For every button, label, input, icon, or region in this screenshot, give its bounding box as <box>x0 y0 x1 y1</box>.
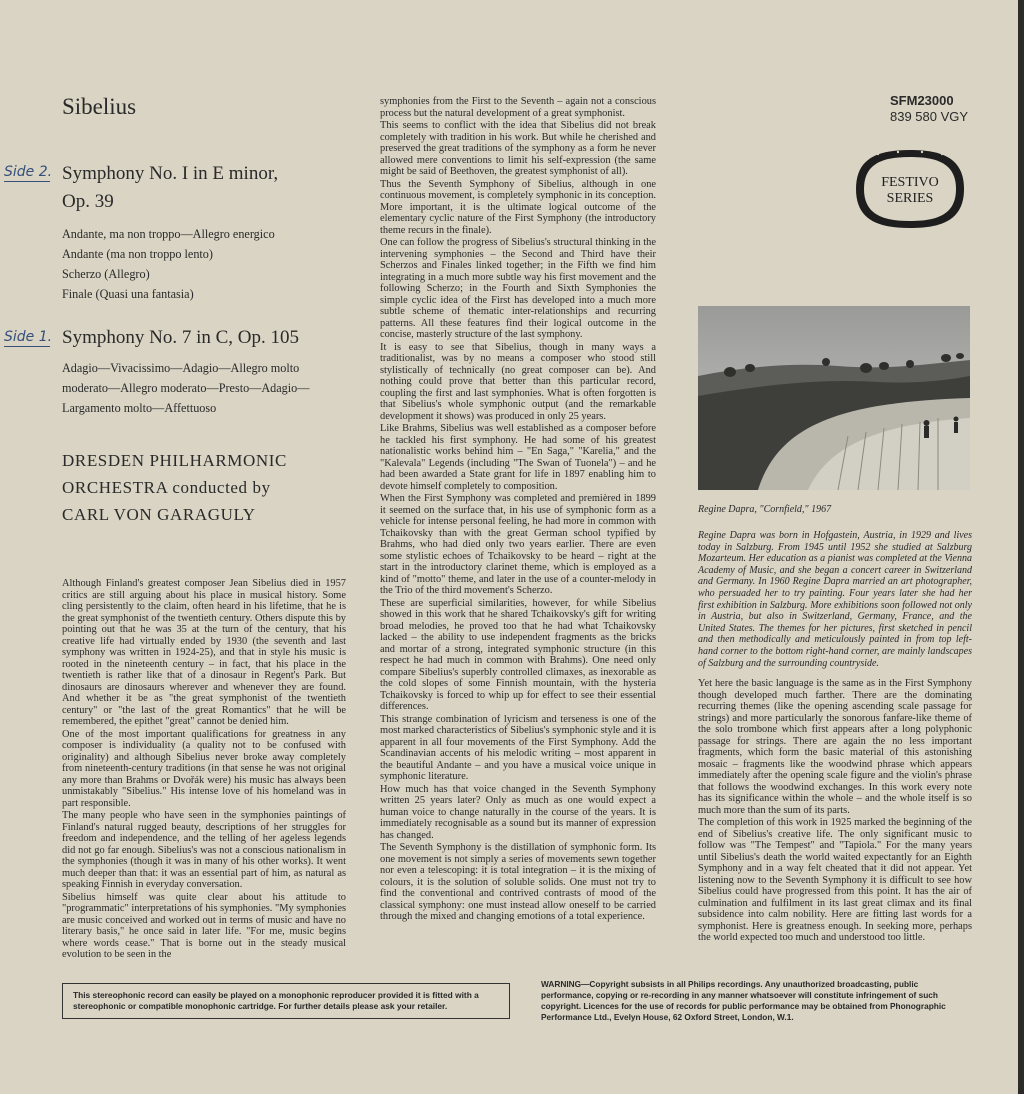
movement-item: Andante, ma non troppo—Allegro energico <box>62 227 275 241</box>
notes-paragraph: These are superficial similarities, however, for while Sibelius showed in this work that he shared Tchaikovsky's gift for writing broad melodies, he proved too that he had what Tchaikovsky lacked – the ability to use independent fragments as the bricks and mortar of a strong, integrated symphonic structure (in this respect he had much in common with Brahms). One need only compare Sibelius's superbly controlled climaxes, as inexorable as the cold slopes of some Finnish mountain, with the hysteria Tchaikovsky is forced to whip up for effect to see their essential differences. <box>380 597 656 712</box>
symphony-7-movements <box>62 358 362 418</box>
movement-item: Largamento molto—Affettuoso <box>62 401 217 415</box>
logo-text-line2: SERIES <box>886 191 934 206</box>
catalogue-numbers <box>890 93 968 125</box>
movement-item: Finale (Quasi una fantasia) <box>62 287 194 301</box>
painting-caption: Regine Dapra, "Cornfield," 1967 <box>698 504 832 515</box>
notes-paragraph: Thus the Seventh Symphony of Sibelius, although in one continuous movement, is completely symphonic in its conception. More important, it is the ultimate logical outcome of the elementary cyclic nature of the First Symphony (the introductory theme recurs in the finale). <box>380 178 656 236</box>
festivo-series-logo <box>848 146 972 232</box>
notes-paragraph: When the First Symphony was completed and premièred in 1899 it seemed on the surface that, in his use of symphonic form as a vehicle for intense personal feeling, he had more in common with Tchaikovsky than with the great German school typified by Brahms, who had died only two years earlier. There are even some stylistic echoes of Tchaikovsky to be heard – right at the start in the introductory clarinet theme, which is employed as a kind of "motto" theme, and later in the use of a counter-melody in the Trio of the third movement's Scherzo. <box>380 493 656 596</box>
notes-paragraph: Yet here the basic language is the same as in the First Symphony though developed much farther. There are the dominating recurring themes (like the opening ascending scale passage for strings) and more particularly the sonorous fanfare-like theme of the solo trombone which first appears after a long polyphonic passage for strings. There are again the no less important fragments, which form the basic material of this astonishing mosaic – fragments like the woodwind phrase which appears immediately after the opening scale figure and the violin's phrase that follows the woodwind exchanges. In this work every note has its significance within the whole – and the whole itself is so much more than the sum of its parts. <box>698 678 972 816</box>
notes-paragraph: The Seventh Symphony is the distillation of symphonic form. Its one movement is not simply a series of movements sewn together nor even a telescoping: it is total integration – it is the mixing of colours, it is the solution of soluble solids. One must not try to find the conventional and contrived contrasts of mood of the classical symphony: one must instead allow oneself to be carried through the mixed and changing emotions of a total experience. <box>380 842 656 922</box>
catalogue-number: SFM23000 <box>890 93 954 108</box>
symphony-1-title <box>62 160 362 216</box>
movement-item: Scherzo (Allegro) <box>62 267 150 281</box>
cornfield-painting <box>698 306 970 490</box>
movement-item: moderato—Allegro moderato—Presto—Adagio— <box>62 381 310 395</box>
orchestra-line-2: ORCHESTRA conducted by <box>62 478 271 497</box>
liner-notes-column-2 <box>380 96 656 924</box>
notes-paragraph: How much has that voice changed in the Seventh Symphony written 25 years later? Only as much as one would expect a human voice to change naturally in the course of the years. It is immediately recognisable as a sound but its manner of expression has changed. <box>380 783 656 841</box>
monophonic-notice-box: This stereophonic record can easily be played on a monophonic reproducer provided it is fitted with a stereophonic or compatible monophonic cartridge. For further details please ask your retailer. <box>62 983 510 1019</box>
catalogue-number-alt: 839 580 VGY <box>890 109 969 124</box>
notes-paragraph: One can follow the progress of Sibelius's structural thinking in the intervening symphonies – the Second and Third have their Scherzos and Finales linked together; in the Fifth we find him integrating in a much more subtle way his first movement and the following Scherzo; in the Fourth and Sixth Symphonies the simple cyclic idea of the First has developed into a much more subtle scheme of thematic inter-relationships and recurring patterns. All these features find their logical outcome in the concise, masterly structure of the last symphony. <box>380 237 656 340</box>
notes-paragraph: The many people who have seen in the symphonies paintings of Finland's natural rugged beauty, descriptions of her struggles for freedom and independence, and the telling of her ageless legends did not go far enough. Sibelius's was not a conscious nationalism in the symphonies (though it was in many of his other works). It went much deeper than that: it was an essential part of him, as natural as speaking Finnish in everyday conversation. <box>62 810 346 890</box>
orchestra-line-1: DRESDEN PHILHARMONIC <box>62 451 287 470</box>
liner-notes-column-1 <box>62 578 346 962</box>
notes-paragraph: This strange combination of lyricism and terseness is one of the most marked characteristics of Sibelius's symphonic style and it is apparent in all four movements of the First Symphony. Add the Scandinavian accents of his melodic writing – most apparent in the beautiful Andante – and you have a musical voice unique in symphonic literature. <box>380 713 656 782</box>
artist-biography: Regine Dapra was born in Hofgastein, Austria, in 1929 and lives today in Salzburg. From 1945 until 1952 she studied at Salzburg Mozarteum. Her education as a pianist was completed at the Vienna Academy of Music, and she began a concert career in Switzerland and Germany. In 1960 Regine Dapra married an art photographer, who persuaded her to try painting. Four years later she had her first exhibition in Salzburg. More exhibitions soon followed not only in Austria, but also in Switzerland, Germany, France, and the United States. The themes for her pictures, first sketched in pencil and then methodically and meticulously painted in from top left-hand corner to the bottom right-hand corner, are mainly landscapes of Salzburg and the surrounding countryside. <box>698 530 972 669</box>
movement-item: Adagio—Vivacissimo—Adagio—Allegro molto <box>62 361 300 375</box>
notes-paragraph: Although Finland's greatest composer Jean Sibelius died in 1957 critics are still arguing about his place in musical history. Some cling persistently to the claim, often heard in his lifetime, that he is the great symphonist of the twentieth century. Others dispute this by pointing out that he was 35 at the turn of the century, that his creative life had virtually ended by 1930 (the seventh and last symphony was written in 1924-25), and that in style his music is rooted in the nineteenth century – in fact, that his place in the twentieth is rather like that of a dinosaur in Regent's Park. But dinosaurs are dinosaurs wherever and whenever they are found. And whether it be as "the great symphonist of the twentieth century" or "the last of the great Romantics" that he will be remembered, the epithet "great" cannot be denied him. <box>62 578 346 727</box>
copyright-warning: WARNING—Copyright subsists in all Philips recordings. Any unauthorized broadcasting, public performance, copying or re-recording in any manner whatsoever will constitute infringement of such copyright. Licences for the use of records for public performance may be obtained from Phonographic Performance Ltd., Evelyn House, 62 Oxford Street, London, W.1. <box>541 979 946 1022</box>
symphony-1-movements <box>62 224 362 304</box>
liner-notes-column-3 <box>698 678 972 945</box>
symphony-1-title-line2: Op. 39 <box>62 191 114 212</box>
conductor-name: CARL VON GARAGULY <box>62 505 256 524</box>
notes-paragraph: This seems to conflict with the idea that Sibelius did not break completely with tradition in his work. But while he cherished and preserved the great traditions of the symphony as a form he never allowed mere conventions to limit his self-expression (the same might be said of Beethoven, the greatest symphonist of all). <box>380 120 656 177</box>
movement-item: Andante (ma non troppo lento) <box>62 247 213 261</box>
symphony-1-title-line1: Symphony No. I in E minor, <box>62 163 279 184</box>
performers-credit <box>62 447 362 528</box>
sleeve-edge-shadow <box>1018 0 1024 1094</box>
notes-paragraph: One of the most important qualifications for greatness in any composer is individuality (a quality not to be confused with originality) and although Sibelius never broke away completely from nineteenth-century traditions (in that sense he was not original any more than Brahms or Dvořák were) his music has always been unmistakably "Sibelius." His intense love of his homeland was in part responsible. <box>62 728 346 809</box>
side-2-handwritten-label: Side 2. <box>4 164 53 180</box>
side-1-handwritten-label: Side 1. <box>4 329 53 345</box>
notes-paragraph: Sibelius himself was quite clear about his attitude to "programmatic" interpretations of his symphonies. "My symphonies are music conceived and worked out in terms of music and have no literary basis," he once said in later life. "For me, music begins where words cease." That is borne out in the steady musical evolution to be seen in the <box>62 891 346 960</box>
notes-paragraph: The completion of this work in 1925 marked the beginning of the end of Sibelius's creative life. The only significant music to follow was "The Tempest" and "Tapiola." For the many years until Sibelius's death the world waited expectantly for an Eighth Symphony and in a way felt cheated that it did not appear. Yet listening now to the Seventh Symphony it is difficult to see how Sibelius could have progressed from this point. It has the air of culmination and fulfilment in its last great climax and its final subsidence into calm nobility. Here are fitting last words for a symphonist. Here is greatness enough. In seeking more, perhaps the world expected too much and understood too little. <box>698 817 972 943</box>
logo-text-line1: FESTIVO <box>881 175 939 190</box>
notes-paragraph: Like Brahms, Sibelius was well established as a composer before he tackled his first symphony. He had some of his greatest nationalistic works behind him – "En Saga," "Karelia," and the "Kalevala" Legends (including "The Swan of Tuonela") – and he had been awarded a State grant for life in 1897 enabling him to devote himself completely to composition. <box>380 423 656 492</box>
symphony-7-title: Symphony No. 7 in C, Op. 105 <box>62 327 299 348</box>
notes-paragraph: symphonies from the First to the Seventh – again not a conscious process but the natural development of a great symphonist. <box>380 96 656 119</box>
composer-heading: Sibelius <box>62 94 137 119</box>
notes-paragraph: It is easy to see that Sibelius, though in many ways a traditionalist, was by no means a composer who stood still stylistically of technically (no great composer can be). And nothing could prove that better than this particular record, coupling the first and last symphonies. What is often forgotten is that Sibelius's whole symphonic output (and the remarkable development it shows) was produced in only 25 years. <box>380 341 656 422</box>
